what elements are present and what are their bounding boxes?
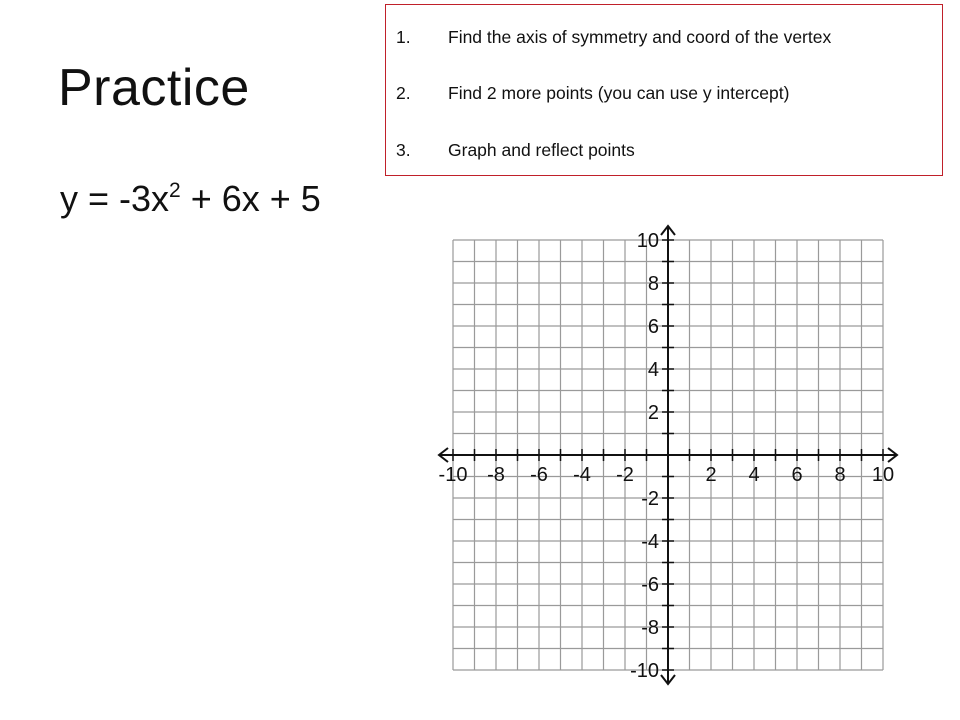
- x-tick-label: 4: [748, 464, 760, 486]
- x-tick-label: -6: [530, 464, 548, 486]
- step-number: 1.: [396, 27, 411, 47]
- x-tick-label: -4: [573, 464, 591, 486]
- equation: [60, 178, 321, 220]
- step-number: 2.: [396, 83, 411, 103]
- x-tick-label: 8: [834, 464, 846, 486]
- x-tick-label: 2: [705, 464, 717, 486]
- y-tick-label: 4: [647, 359, 659, 381]
- x-tick-label: -8: [487, 464, 505, 486]
- slide-title: Practice: [58, 59, 250, 117]
- y-tick-label: -6: [641, 574, 659, 596]
- y-tick-label: -4: [641, 531, 659, 553]
- step-text: Graph and reflect points: [448, 140, 635, 160]
- coordinate-grid: [425, 213, 915, 697]
- y-tick-label: -8: [641, 617, 659, 639]
- step-text: Find 2 more points (you can use y intercept): [448, 83, 790, 103]
- y-tick-label: 2: [647, 402, 659, 424]
- axes: [439, 226, 897, 684]
- equation-suffix: + 6x + 5: [180, 178, 321, 219]
- equation-prefix: y = -3x: [60, 178, 170, 219]
- x-tick-label: 6: [791, 464, 803, 486]
- instruction-step: [396, 27, 831, 48]
- y-tick-label: -10: [630, 660, 659, 682]
- y-tick-label: 8: [647, 273, 659, 295]
- equation-exponent: 2: [169, 179, 181, 202]
- instructions-box: [385, 4, 943, 176]
- instruction-step: [396, 140, 635, 161]
- y-tick-label: -2: [641, 488, 659, 510]
- y-tick-label: 6: [647, 316, 659, 338]
- instruction-step: [396, 83, 789, 104]
- y-tick-label: 10: [636, 230, 659, 252]
- x-tick-label: 10: [871, 464, 895, 486]
- x-tick-label: -2: [616, 464, 634, 486]
- coordinate-grid-svg: [425, 213, 915, 697]
- step-text: Find the axis of symmetry and coord of the vertex: [448, 27, 832, 47]
- x-tick-label: -10: [438, 464, 468, 486]
- step-number: 3.: [396, 140, 411, 160]
